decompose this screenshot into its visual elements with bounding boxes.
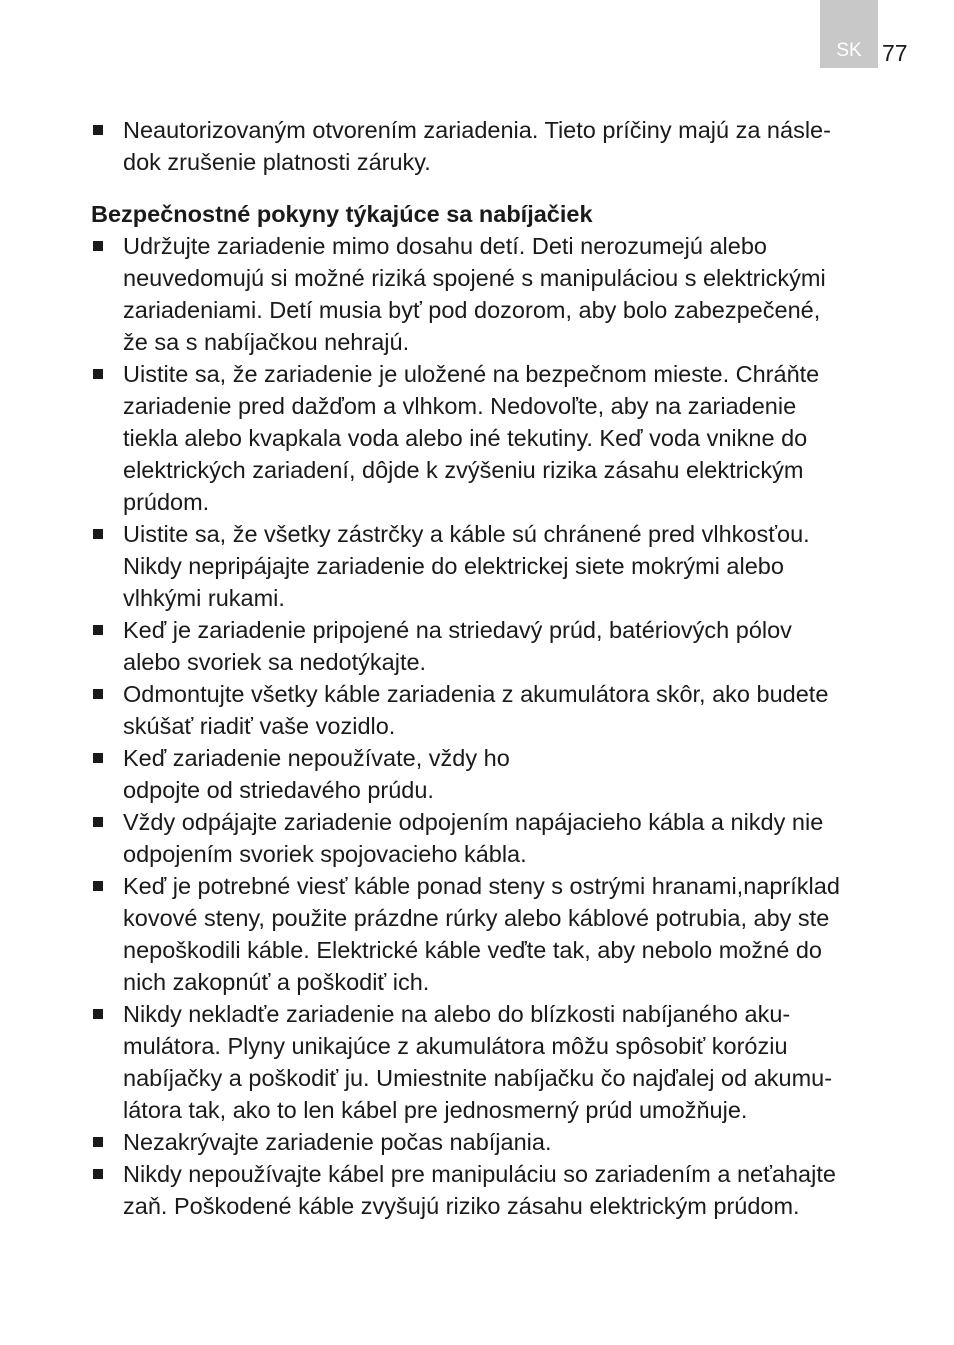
list-item: [91, 614, 911, 678]
list-item: [91, 678, 911, 742]
square-bullet-icon: [93, 369, 103, 379]
list-item-text: Keď zariadenie nepoužívate, vždy ho odpojte od striedavého prúdu.: [123, 745, 510, 803]
list-item-text: Uistite sa, že zariadenie je uložené na bezpečnom mieste. Chráňte zariadenie pred dažďom a vlhkom. Nedovoľte, aby na zariadenie tiekla alebo kvapkala voda alebo iné tekutiny. Keď voda vnikne do elektrických zariadení, dôjde k zvýšeniu rizika zásahu elektrickým prúdom.: [123, 361, 820, 515]
section-heading: Bezpečnostné pokyny týkajúce sa nabíjačiek: [91, 201, 593, 227]
list-item-text: Vždy odpájajte zariadenie odpojením napájacieho kábla a nikdy nie odpojením svoriek spojovacieho kábla.: [123, 809, 824, 867]
list-item: [91, 1158, 911, 1222]
list-item-text: Nezakrývajte zariadenie počas nabíjania.: [123, 1129, 552, 1155]
list-item: [91, 742, 911, 806]
language-tab: [820, 0, 878, 68]
square-bullet-icon: [93, 1137, 103, 1147]
square-bullet-icon: [93, 1009, 103, 1019]
list-item-text: Neautorizovaným otvorením zariadenia. Tieto príčiny majú za násle- dok zrušenie platnosti záruky.: [123, 117, 831, 175]
document-body: [91, 114, 911, 1222]
list-item-text: Nikdy nepoužívajte kábel pre manipuláciu so zariadením a neťahajte zaň. Poškodené káble zvyšujú riziko zásahu elektrickým prúdom.: [123, 1161, 836, 1219]
list-item: [91, 1126, 911, 1158]
list-item: [91, 806, 911, 870]
language-code: SK: [836, 40, 862, 61]
square-bullet-icon: [93, 817, 103, 827]
square-bullet-icon: [93, 241, 103, 251]
list-item-text: Keď je potrebné viesť káble ponad steny s ostrými hranami,napríklad kovové steny, použite prázdne rúrky alebo káblové potrubia, aby ste nepoškodili káble. Elektrické káble veďte tak, aby nebolo možné do nich zakopnúť a poškodiť ich.: [123, 873, 840, 995]
square-bullet-icon: [93, 689, 103, 699]
list-item: [91, 518, 911, 614]
square-bullet-icon: [93, 753, 103, 763]
square-bullet-icon: [93, 1169, 103, 1179]
list-item: [91, 230, 911, 358]
list-item-text: Nikdy nekladťe zariadenie na alebo do blízkosti nabíjaného aku- mulátora. Plyny unikajúce z akumulátora môžu spôsobiť koróziu nabíjačky a poškodiť ju. Umiestnite nabíjačku čo najďalej od akumu- látora tak, ako to len kábel pre jednosmerný prúd umožňuje.: [123, 1001, 833, 1123]
list-item: [91, 998, 911, 1126]
list-item-text: Odmontujte všetky káble zariadenia z akumulátora skôr, ako budete skúšať riadiť vaše vozidlo.: [123, 681, 829, 739]
square-bullet-icon: [93, 625, 103, 635]
page-number: 77: [882, 40, 908, 66]
list-item: [91, 870, 911, 998]
square-bullet-icon: [93, 125, 103, 135]
intro-list: [91, 114, 911, 178]
list-item: [91, 358, 911, 518]
square-bullet-icon: [93, 881, 103, 891]
safety-list: [91, 230, 911, 1222]
square-bullet-icon: [93, 529, 103, 539]
list-item-text: Udržujte zariadenie mimo dosahu detí. Deti nerozumejú alebo neuvedomujú si možné riziká spojené s manipuláciou s elektrickými zariadeniami. Detí musia byť pod dozorom, aby bolo zabezpečené, že sa s nabíjačkou nehrajú.: [123, 233, 826, 355]
list-item: [91, 114, 911, 178]
list-item-text: Keď je zariadenie pripojené na striedavý prúd, batériových pólov alebo svoriek sa nedotýkajte.: [123, 617, 792, 675]
list-item-text: Uistite sa, že všetky zástrčky a káble sú chránené pred vlhkosťou. Nikdy nepripájajte zariadenie do elektrickej siete mokrými alebo vlhkými rukami.: [123, 521, 810, 611]
